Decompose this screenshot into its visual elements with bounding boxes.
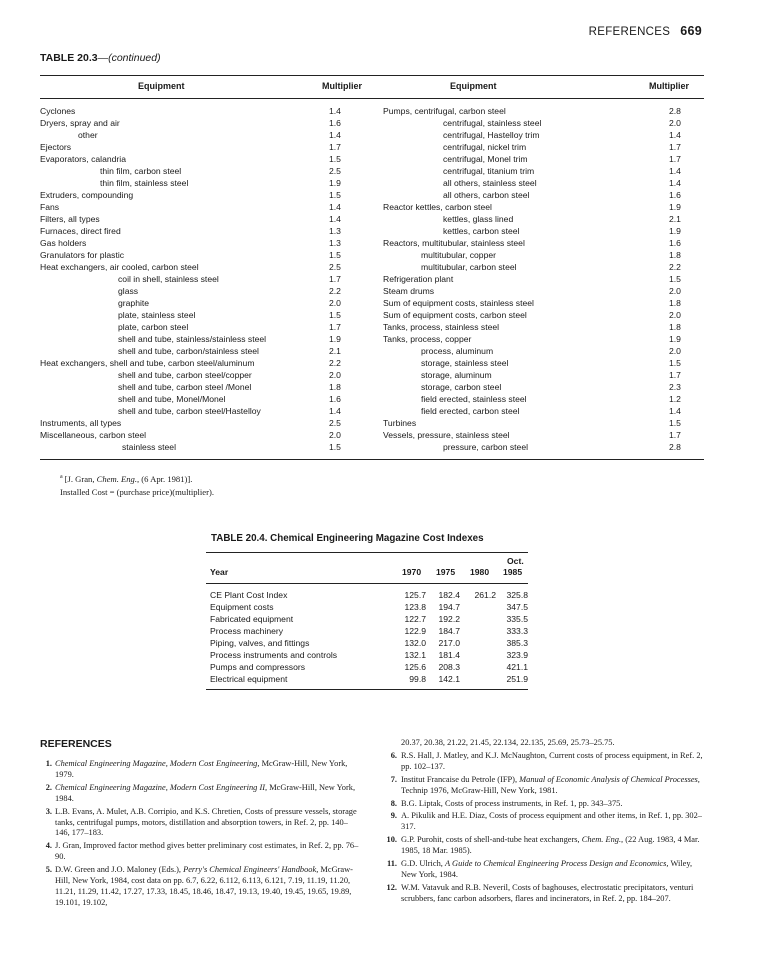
table-20-3-footnotes (60, 471, 214, 499)
equipment-name: all others, carbon steel (443, 190, 530, 200)
reference-text: McGraw-Hill, New York, 1979. (55, 759, 348, 779)
equipment-row (383, 237, 704, 249)
multiplier-value: 1.5 (669, 358, 681, 368)
reference-text-rest: Technip 1976, McGraw-Hill, New York, 1981. (401, 785, 558, 795)
multiplier-value: 2.8 (669, 442, 681, 452)
cost-index-value-1970: 123.8 (404, 602, 426, 612)
equipment-name: plate, stainless steel (118, 310, 196, 320)
equipment-row (383, 345, 704, 357)
equipment-row (383, 249, 704, 261)
table-20-3-right-column (383, 105, 704, 453)
cost-index-value-1980: 261.2 (474, 590, 496, 600)
multiplier-value: 1.7 (669, 154, 681, 164)
multiplier-value: 2.1 (329, 346, 341, 356)
equipment-row (383, 201, 704, 213)
table-20-3-title-label: TABLE 20.3 (40, 52, 98, 64)
header-year: Year (210, 567, 229, 577)
equipment-row (383, 189, 704, 201)
equipment-row (40, 117, 360, 129)
running-head (589, 24, 702, 38)
equipment-row (383, 285, 704, 297)
equipment-name: glass (118, 286, 139, 296)
multiplier-value: 1.4 (669, 130, 681, 140)
equipment-row (383, 417, 704, 429)
multiplier-value: 2.1 (669, 214, 681, 224)
references-right-column (383, 738, 704, 905)
equipment-name: Extruders, compounding (40, 190, 134, 200)
reference-title: Chem. Eng., (581, 835, 624, 845)
multiplier-value: 1.7 (329, 322, 341, 332)
equipment-name: field erected, stainless steel (421, 394, 527, 404)
equipment-name: Miscellaneous, carbon steel (40, 430, 147, 440)
reference-number: 9. (390, 811, 397, 821)
multiplier-value: 1.5 (329, 190, 341, 200)
multiplier-value: 1.9 (329, 178, 341, 188)
equipment-row (383, 297, 704, 309)
reference-4 (40, 841, 360, 863)
reference-text: B.G. Liptak, Costs of process instruments, in Ref. 1, pp. 343–375. (401, 798, 623, 808)
cost-index-value-1985: 347.5 (506, 602, 528, 612)
multiplier-value: 2.0 (329, 370, 341, 380)
equipment-row (40, 297, 360, 309)
equipment-row (40, 141, 360, 153)
reference-text: G.P. Purohit, costs of shell-and-tube heat exchangers, (401, 835, 582, 845)
reference-text-rest: Wiley, New York, 1984. (401, 859, 693, 879)
equipment-row (40, 369, 360, 381)
equipment-row (383, 405, 704, 417)
equipment-name: multitubular, copper (421, 250, 496, 260)
reference-number: 12. (386, 882, 397, 892)
reference-10 (383, 835, 704, 857)
reference-title: A Guide to Chemical Engineering Process Design and Economics, (444, 859, 669, 869)
equipment-row (40, 249, 360, 261)
multiplier-value: 2.0 (329, 430, 341, 440)
equipment-name: Turbines (383, 418, 417, 428)
equipment-row (40, 225, 360, 237)
cost-index-value-1975: 182.4 (438, 590, 460, 600)
footnote-post: , (6 Apr. 1981)]. (137, 474, 193, 484)
multiplier-value: 2.8 (669, 106, 681, 116)
multiplier-value: 1.7 (669, 370, 681, 380)
table-20-3-title-continued: —(continued) (97, 52, 161, 64)
multiplier-value: 2.0 (669, 346, 681, 356)
multiplier-value: 1.2 (669, 394, 681, 404)
equipment-name: Furnaces, direct fired (40, 226, 121, 236)
cost-index-value-1985: 333.3 (506, 626, 528, 636)
cost-index-value-1970: 132.1 (404, 650, 426, 660)
cost-index-row (206, 625, 528, 637)
reference-5-continued: 20.37, 20.38, 21.22, 21.45, 22.134, 22.135, 25.69, 25.73–25.75. (401, 738, 615, 747)
header-1970: 1970 (402, 567, 422, 577)
multiplier-value: 1.8 (669, 322, 681, 332)
multiplier-value: 1.5 (329, 442, 341, 452)
multiplier-value: 2.2 (669, 262, 681, 272)
footnote-pre: [J. Gran, (64, 474, 97, 484)
equipment-name: Reactors, multitubular, stainless steel (383, 238, 525, 248)
multiplier-value: 1.4 (669, 166, 681, 176)
equipment-name: thin film, carbon steel (100, 166, 182, 176)
page-number: 669 (680, 24, 702, 38)
reference-text: L.B. Evans, A. Mulet, A.B. Corripio, and K.S. Chretien, Costs of pressure vessels, storage tanks, centrifugal pumps, motors, distillation and absorption towers, in Ref. 2, pp. 140–146, 177–183. (55, 806, 357, 838)
cost-index-value-1985: 335.5 (506, 614, 528, 624)
equipment-row (383, 213, 704, 225)
equipment-name: centrifugal, stainless steel (443, 118, 542, 128)
reference-text: A. Pikulik and H.E. Diaz, Costs of process equipment and other items, in Ref. 1, pp. 302–317. (401, 811, 702, 832)
equipment-row (40, 345, 360, 357)
equipment-row (40, 321, 360, 333)
equipment-name: Granulators for plastic (40, 250, 125, 260)
equipment-row (40, 165, 360, 177)
reference-2 (40, 783, 360, 805)
footnote-source (60, 471, 214, 486)
multiplier-value: 2.2 (329, 358, 341, 368)
equipment-row (383, 309, 704, 321)
header-oct: Oct. (507, 556, 524, 566)
equipment-name: shell and tube, stainless/stainless steel (118, 334, 267, 344)
equipment-name: shell and tube, carbon steel /Monel (118, 382, 252, 392)
cost-index-value-1975: 217.0 (438, 638, 460, 648)
equipment-name: coil in shell, stainless steel (118, 274, 219, 284)
multiplier-value: 2.5 (329, 166, 341, 176)
reference-text: W.M. Vatavuk and R.B. Neveril, Costs of baghouses, electrostatic precipitators, venturi scrubbers, fanc carbon adsorbers, flares and incinerators, in Ref. 2, pp. 184–207. (401, 882, 694, 903)
header-multiplier-left: Multiplier (322, 81, 362, 91)
equipment-row (40, 333, 360, 345)
equipment-row (383, 357, 704, 369)
reference-5 (40, 865, 360, 909)
equipment-name: Gas holders (40, 238, 87, 248)
header-1985: 1985 (503, 567, 523, 577)
reference-title: Chemical Engineering Magazine, Modern Cost Engineering, (55, 759, 260, 768)
cost-index-row (206, 661, 528, 673)
cost-index-value-1975: 184.7 (438, 626, 460, 636)
cost-index-value-1970: 132.0 (404, 638, 426, 648)
reference-title: Chemical Engineering Magazine, Modern Cost Engineering II, (55, 782, 268, 792)
equipment-row (40, 441, 360, 453)
cost-index-value-1985: 385.3 (506, 638, 528, 648)
reference-6 (383, 751, 704, 773)
footnote-marker: a (60, 474, 63, 480)
equipment-name: kettles, carbon steel (443, 226, 520, 236)
reference-number: 6. (390, 750, 397, 760)
table-20-4-bottom-rule (206, 689, 528, 690)
reference-number: 2. (45, 782, 52, 792)
reference-number: 4. (45, 841, 52, 851)
multiplier-value: 1.7 (669, 142, 681, 152)
equipment-row (383, 393, 704, 405)
equipment-name: Sum of equipment costs, stainless steel (383, 298, 534, 308)
equipment-row (40, 285, 360, 297)
equipment-name: storage, carbon steel (421, 382, 502, 392)
equipment-name: centrifugal, Hastelloy trim (443, 130, 540, 140)
cost-index-value-1975: 194.7 (438, 602, 460, 612)
equipment-name: pressure, carbon steel (443, 442, 529, 452)
equipment-name: Filters, all types (40, 214, 100, 224)
cost-index-row (206, 589, 528, 601)
equipment-row (40, 429, 360, 441)
equipment-row (383, 165, 704, 177)
equipment-row (383, 369, 704, 381)
equipment-name: centrifugal, nickel trim (443, 142, 527, 152)
multiplier-value: 1.8 (669, 298, 681, 308)
equipment-row (383, 381, 704, 393)
cost-index-name: Fabricated equipment (210, 614, 294, 624)
reference-text: G.D. Ulrich, (401, 859, 445, 869)
multiplier-value: 2.5 (329, 418, 341, 428)
equipment-row (383, 429, 704, 441)
equipment-name: all others, stainless steel (443, 178, 537, 188)
multiplier-value: 2.5 (329, 262, 341, 272)
reference-text: McGraw-Hill, New York, 1984. (55, 782, 356, 803)
equipment-row (40, 129, 360, 141)
reference-7 (383, 775, 704, 797)
equipment-row (40, 309, 360, 321)
multiplier-value: 1.5 (329, 250, 341, 260)
cost-index-row (206, 649, 528, 661)
multiplier-value: 1.7 (669, 430, 681, 440)
equipment-row (40, 213, 360, 225)
equipment-row (383, 441, 704, 453)
equipment-name: stainless steel (122, 442, 176, 452)
cost-index-value-1975: 208.3 (438, 662, 460, 672)
cost-index-row (206, 637, 528, 649)
equipment-name: shell and tube, Monel/Monel (118, 394, 226, 404)
equipment-name: Heat exchangers, shell and tube, carbon steel/aluminum (40, 358, 255, 368)
reference-number: 11. (386, 859, 397, 869)
cost-index-value-1985: 325.8 (506, 590, 528, 600)
reference-title: Perry's Chemical Engineers' Handbook, (183, 865, 319, 875)
header-equipment-left: Equipment (138, 81, 185, 91)
cost-index-value-1970: 99.8 (409, 674, 426, 684)
equipment-name: multitubular, carbon steel (421, 262, 517, 272)
cost-index-value-1970: 122.7 (404, 614, 426, 624)
equipment-name: other (78, 130, 98, 140)
reference-12 (383, 883, 704, 905)
reference-text: J. Gran, Improved factor method gives better preliminary cost estimates, in Ref. 2, pp. 76–90. (55, 841, 359, 862)
multiplier-value: 1.6 (669, 238, 681, 248)
references-left-column (40, 759, 360, 909)
reference-number: 8. (390, 798, 397, 808)
cost-index-value-1975: 142.1 (438, 674, 460, 684)
equipment-row (40, 237, 360, 249)
multiplier-value: 2.2 (329, 286, 341, 296)
equipment-name: shell and tube, carbon steel/Hastelloy (118, 406, 261, 416)
table-20-3-bottom-rule (40, 459, 704, 460)
cost-index-name: Equipment costs (210, 602, 274, 612)
equipment-name: Refrigeration plant (383, 274, 454, 284)
equipment-row (40, 357, 360, 369)
table-20-4-header-rule (206, 583, 528, 584)
cost-index-row (206, 613, 528, 625)
footnote-formula: Installed Cost = (purchase price)(multiplier). (60, 487, 214, 497)
table-20-4-title: TABLE 20.4. Chemical Engineering Magazine Cost Indexes (211, 533, 484, 544)
cost-index-value-1975: 181.4 (438, 650, 460, 660)
reference-11 (383, 859, 704, 881)
equipment-name: Instruments, all types (40, 418, 122, 428)
equipment-row (40, 273, 360, 285)
header-1975: 1975 (436, 567, 456, 577)
equipment-name: field erected, carbon steel (421, 406, 520, 416)
cost-index-value-1975: 192.2 (438, 614, 460, 624)
equipment-name: plate, carbon steel (118, 322, 189, 332)
multiplier-value: 1.7 (329, 142, 341, 152)
multiplier-value: 1.4 (329, 202, 341, 212)
equipment-row (383, 333, 704, 345)
multiplier-value: 2.0 (669, 286, 681, 296)
references-heading: REFERENCES (40, 738, 112, 750)
equipment-name: thin film, stainless steel (100, 178, 189, 188)
equipment-name: Tanks, process, copper (383, 334, 472, 344)
footnote-journal: Chem. Eng. (96, 474, 137, 484)
equipment-name: centrifugal, Monel trim (443, 154, 528, 164)
equipment-name: storage, stainless steel (421, 358, 509, 368)
multiplier-value: 1.9 (329, 334, 341, 344)
multiplier-value: 1.6 (669, 190, 681, 200)
multiplier-value: 1.3 (329, 238, 341, 248)
equipment-name: storage, aluminum (421, 370, 492, 380)
equipment-name: Pumps, centrifugal, carbon steel (383, 106, 506, 116)
equipment-name: Fans (40, 202, 60, 212)
reference-number: 5. (45, 865, 52, 875)
equipment-name: Vessels, pressure, stainless steel (383, 430, 510, 440)
equipment-row (383, 177, 704, 189)
equipment-row (40, 189, 360, 201)
reference-text: D.W. Green and J.O. Maloney (Eds.), (55, 865, 184, 875)
equipment-row (383, 129, 704, 141)
multiplier-value: 1.5 (669, 274, 681, 284)
equipment-name: Tanks, process, stainless steel (383, 322, 500, 332)
reference-1 (40, 759, 360, 781)
multiplier-value: 1.5 (329, 310, 341, 320)
cost-index-value-1985: 323.9 (506, 650, 528, 660)
cost-index-row (206, 601, 528, 613)
equipment-name: process, aluminum (421, 346, 494, 356)
multiplier-value: 1.4 (329, 406, 341, 416)
reference-9 (383, 811, 704, 833)
equipment-name: Reactor kettles, carbon steel (383, 202, 492, 212)
multiplier-value: 2.0 (669, 118, 681, 128)
reference-title: Manual of Economic Analysis of Chemical Processes, (519, 774, 700, 784)
header-multiplier-right: Multiplier (649, 81, 689, 91)
multiplier-value: 1.6 (329, 118, 341, 128)
multiplier-value: 2.0 (329, 298, 341, 308)
multiplier-value: 1.8 (329, 382, 341, 392)
equipment-row (40, 405, 360, 417)
reference-number: 7. (390, 774, 397, 784)
cost-index-value-1970: 122.9 (404, 626, 426, 636)
equipment-row (383, 153, 704, 165)
equipment-row (383, 261, 704, 273)
running-head-label: REFERENCES (588, 26, 671, 38)
table-20-3-left-column (40, 105, 360, 453)
equipment-name: kettles, glass lined (443, 214, 514, 224)
multiplier-value: 1.4 (329, 214, 341, 224)
equipment-name: Evaporators, calandria (40, 154, 126, 164)
table-20-3-header (40, 75, 704, 99)
cost-index-row (206, 673, 528, 685)
equipment-name: Dryers, spray and air (40, 118, 120, 128)
multiplier-value: 1.4 (329, 106, 341, 116)
multiplier-value: 1.4 (329, 130, 341, 140)
equipment-row (40, 177, 360, 189)
cost-index-value-1970: 125.7 (404, 590, 426, 600)
multiplier-value: 1.8 (669, 250, 681, 260)
cost-index-value-1985: 421.1 (506, 662, 528, 672)
reference-number: 3. (45, 806, 52, 816)
reference-8 (383, 799, 704, 810)
reference-text: Institut Francaise du Petrole (IFP), (401, 774, 520, 784)
equipment-row (383, 117, 704, 129)
equipment-row (40, 105, 360, 117)
equipment-row (40, 393, 360, 405)
reference-text: R.S. Hall, J. Matley, and K.J. McNaughton, Current costs of process equipment, in Ref. 2, pp. 102–137. (401, 750, 703, 771)
cost-index-name: Process machinery (210, 626, 284, 636)
cost-index-name: Pumps and compressors (210, 662, 306, 672)
multiplier-value: 2.0 (669, 310, 681, 320)
table-20-4-top-rule (206, 552, 528, 553)
equipment-row (383, 141, 704, 153)
table-20-3-title (40, 52, 161, 64)
reference-text-rest: McGraw-Hill, New York, 1984, cost data on pp. 6.7, 6.22, 6.112, 6.113, 6.121, 7.19, 11.19, 11.20, 11.21, 11.29, 11.42, 17.27, 17.33, 18.45, 18.46, 18.47, 19.13, 19.40, 19.45, 19.65, 19.89, 19.101, 19.102, (55, 865, 353, 907)
multiplier-value: 1.6 (329, 394, 341, 404)
multiplier-value: 1.9 (669, 202, 681, 212)
equipment-name: Ejectors (40, 142, 72, 152)
cost-index-name: CE Plant Cost Index (210, 590, 288, 600)
multiplier-value: 1.3 (329, 226, 341, 236)
reference-number: 10. (386, 835, 397, 845)
header-1980: 1980 (470, 567, 490, 577)
equipment-row (40, 261, 360, 273)
multiplier-value: 1.7 (329, 274, 341, 284)
equipment-row (383, 273, 704, 285)
multiplier-value: 1.4 (669, 406, 681, 416)
header-equipment-right: Equipment (450, 81, 497, 91)
equipment-name: Steam drums (383, 286, 435, 296)
equipment-row (383, 225, 704, 237)
cost-index-value-1985: 251.9 (506, 674, 528, 684)
equipment-name: graphite (118, 298, 150, 308)
multiplier-value: 1.4 (669, 178, 681, 188)
cost-index-name: Piping, valves, and fittings (210, 638, 310, 648)
equipment-row (383, 321, 704, 333)
equipment-name: Heat exchangers, air cooled, carbon steel (40, 262, 199, 272)
cost-index-name: Process instruments and controls (210, 650, 338, 660)
multiplier-value: 2.3 (669, 382, 681, 392)
cost-index-name: Electrical equipment (210, 674, 288, 684)
equipment-row (40, 153, 360, 165)
multiplier-value: 1.5 (329, 154, 341, 164)
equipment-name: shell and tube, carbon steel/copper (118, 370, 252, 380)
equipment-name: centrifugal, titanium trim (443, 166, 535, 176)
table-20-4-header (206, 555, 528, 580)
multiplier-value: 1.5 (669, 418, 681, 428)
equipment-row (383, 105, 704, 117)
reference-text-rest: (22 Aug. 1983, 4 Mar. 1985, 18 Mar. 1985). (401, 835, 700, 856)
table-20-4-body (206, 589, 528, 685)
equipment-name: Cyclones (40, 106, 76, 116)
reference-number: 1. (45, 759, 52, 768)
reference-3 (40, 807, 360, 840)
equipment-name: shell and tube, carbon/stainless steel (118, 346, 259, 356)
multiplier-value: 1.9 (669, 226, 681, 236)
equipment-row (40, 201, 360, 213)
multiplier-value: 1.9 (669, 334, 681, 344)
equipment-name: Sum of equipment costs, carbon steel (383, 310, 527, 320)
equipment-row (40, 381, 360, 393)
equipment-row (40, 417, 360, 429)
cost-index-value-1970: 125.6 (404, 662, 426, 672)
